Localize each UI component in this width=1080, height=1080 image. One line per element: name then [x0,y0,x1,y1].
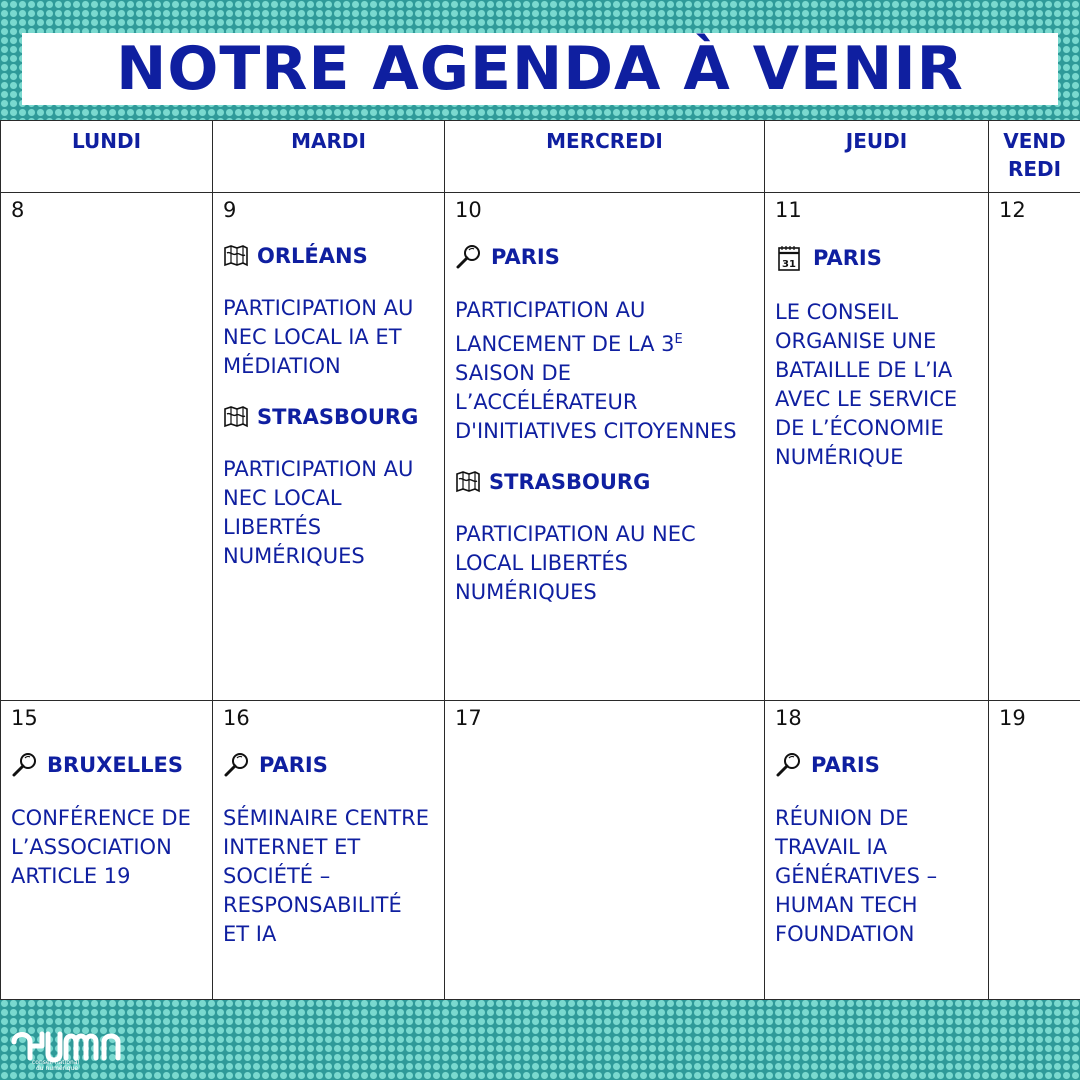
event-location-label: PARIS [491,245,560,269]
day-cell-11 [765,193,989,701]
event-location-label: ORLÉANS [257,244,368,268]
day-cell-16 [213,701,445,1000]
event-description: SÉMINAIRE CENTRE INTERNET ET SOCIÉTÉ – RESPONSABILITÉ ET IA [223,806,430,946]
event-description-part: PARTICIPATION AU LANCEMENT DE LA 3 [455,298,675,356]
day-cell-9 [213,193,445,701]
date-number: 8 [11,198,25,222]
weekday-wednesday: MERCREDI [445,121,765,193]
event-location-label: STRASBOURG [257,405,419,429]
event-location [775,244,978,272]
day-cell-18 [765,701,989,1000]
event-location-label: BRUXELLES [47,753,183,777]
day-cell-10 [445,193,765,701]
date-number: 17 [455,706,482,730]
page-title: NOTRE AGENDA À VENIR [116,34,964,104]
agenda-calendar [0,120,1080,1000]
event-description: PARTICIPATION AU NEC LOCAL IA ET MÉDIATION [223,296,414,378]
svg-text:31: 31 [782,259,796,270]
date-number: 11 [775,198,802,222]
map-icon [223,245,249,267]
weekday-header-row [1,121,1080,193]
event-description: CONFÉRENCE DE L’ASSOCIATION ARTICLE 19 [11,806,191,888]
day-cell-12 [989,193,1080,701]
event-location [223,405,434,429]
weekday-thursday: JEUDI [765,121,989,193]
event-description: RÉUNION DE TRAVAIL IA GÉNÉRATIVES – HUMAN TECH FOUNDATION [775,806,938,946]
event-location [455,244,754,270]
day-cell-19 [989,701,1080,1000]
title-banner [22,33,1058,105]
date-number: 10 [455,198,482,222]
week-row-1 [1,193,1080,701]
event-location [11,752,202,778]
event-location [223,752,434,778]
logo-line-1: conseil national [32,1059,80,1066]
day-cell-17 [445,701,765,1000]
week-row-2 [1,701,1080,1000]
event-location [455,470,754,494]
day-cell-8 [1,193,213,701]
day-cell-15 [1,701,213,1000]
weekday-tuesday: MARDI [213,121,445,193]
event-location-label: PARIS [813,246,882,270]
event-location [223,244,434,268]
cnnum-logo [8,1020,126,1072]
weekday-friday: VEND REDI [989,121,1080,193]
event-description: PARTICIPATION AU NEC LOCAL LIBERTÉS NUMÉRIQUES [455,522,696,604]
event-location-label: PARIS [259,753,328,777]
event-description-part: SAISON DE L’ACCÉLÉRATEUR D'INITIATIVES CITOYENNES [455,361,737,443]
map-icon [223,406,249,428]
date-number: 9 [223,198,237,222]
date-number: 15 [11,706,38,730]
magnifier-icon [11,752,39,778]
event-location [775,752,978,778]
date-number: 18 [775,706,802,730]
date-number: 19 [999,706,1026,730]
event-location-label: PARIS [811,753,880,777]
magnifier-icon [223,752,251,778]
ordinal-suffix: E [674,332,683,347]
magnifier-icon [455,244,483,270]
event-description: PARTICIPATION AU NEC LOCAL LIBERTÉS NUMÉRIQUES [223,457,414,568]
map-icon [455,471,481,493]
magnifier-icon [775,752,803,778]
calendar-icon [775,244,805,272]
logo-line-2: du numérique [36,1065,79,1072]
date-number: 16 [223,706,250,730]
weekday-monday: LUNDI [1,121,213,193]
event-description: LE CONSEIL ORGANISE UNE BATAILLE DE L’IA AVEC LE SERVICE DE L’ÉCONOMIE NUMÉRIQUE [775,300,958,469]
event-description [455,296,754,446]
date-number: 12 [999,198,1026,222]
event-location-label: STRASBOURG [489,470,651,494]
